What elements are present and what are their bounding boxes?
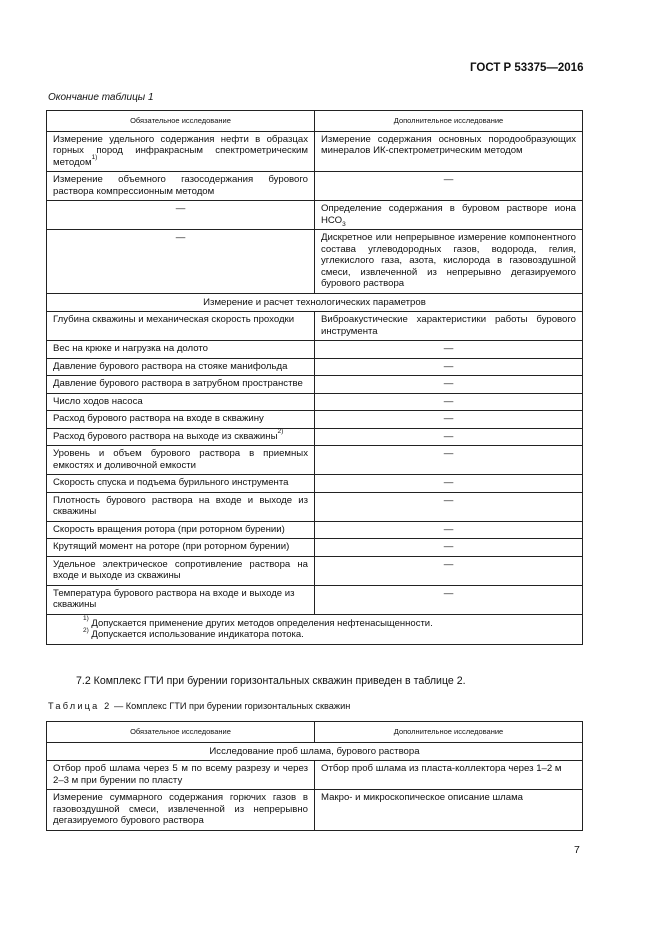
header-additional: Дополнительное исследование <box>315 111 583 132</box>
page-number: 7 <box>574 844 580 856</box>
table-cell: Измерение объемного газосодержания бурового раствора компрессионным методом <box>47 172 315 201</box>
table-row <box>47 376 583 394</box>
table-cell: — <box>315 556 583 585</box>
section-heading: Исследование проб шлама, бурового раствора <box>47 742 583 761</box>
table-cell: Уровень и объем бурового раствора в приемных емкостях и доливочной емкости <box>47 446 315 475</box>
table-row <box>47 556 583 585</box>
table-cell: Отбор проб шлама через 5 м по всему разрезу и через 2–3 м при бурении по пласту <box>47 761 315 790</box>
table-cell: Измерение суммарного содержания горючих газов в газовоздушной смеси, извлеченной из непрерывно дегазируемого бурового раствора <box>47 790 315 831</box>
footnotes <box>47 614 583 644</box>
section-row <box>47 293 583 312</box>
table-row <box>47 521 583 539</box>
table-row <box>47 341 583 359</box>
table2-caption <box>48 701 350 711</box>
body-paragraph: 7.2 Комплекс ГТИ при бурении горизонтальных скважин приведен в таблице 2. <box>76 675 466 687</box>
table-row <box>47 358 583 376</box>
table-cell: Температура бурового раствора на входе и выходе из скважины <box>47 585 315 614</box>
table-cell: Расход бурового раствора на входе в скважину <box>47 411 315 429</box>
table-row <box>47 539 583 557</box>
table-cell: Определение содержания в буровом растворе иона $НСО_3$ <box>315 201 583 230</box>
standard-number: ГОСТ Р 53375—2016 <box>470 62 584 74</box>
table-cell: — <box>315 539 583 557</box>
table-cell: — <box>315 475 583 493</box>
table-cell: — <box>315 492 583 521</box>
table-row <box>47 172 583 201</box>
table-cell: — <box>47 201 315 230</box>
table-cell: — <box>315 446 583 475</box>
table-cell: Давление бурового раствора в затрубном пространстве <box>47 376 315 394</box>
section-row <box>47 742 583 761</box>
table-cell: — <box>47 230 315 294</box>
table-cell: Вес на крюке и нагрузка на долото <box>47 341 315 359</box>
table-cell: — <box>315 428 583 446</box>
table-cell: Крутящий момент на роторе (при роторном бурении) <box>47 539 315 557</box>
table2-label: Таблица 2 <box>48 701 112 711</box>
table-cell: — <box>315 341 583 359</box>
table-cell: Глубина скважины и механическая скорость проходки <box>47 312 315 341</box>
table-cell: — <box>315 376 583 394</box>
table-row <box>47 761 583 790</box>
table-2 <box>46 721 583 831</box>
table-row <box>47 201 583 230</box>
table-cell: Давление бурового раствора на стояке манифольда <box>47 358 315 376</box>
table-row <box>47 585 583 614</box>
header-required: Обязательное исследование <box>47 111 315 132</box>
table-row <box>47 790 583 831</box>
header-additional: Дополнительное исследование <box>315 722 583 743</box>
table-row <box>47 492 583 521</box>
table-cell: Скорость спуска и подъема бурильного инструмента <box>47 475 315 493</box>
table-cell: — <box>315 393 583 411</box>
header-required: Обязательное исследование <box>47 722 315 743</box>
table-row <box>47 446 583 475</box>
table-row <box>47 131 583 172</box>
table-cell: Плотность бурового раствора на входе и выходе из скважины <box>47 492 315 521</box>
table-cell: Виброакустические характеристики работы бурового инструмента <box>315 312 583 341</box>
table-cell: Измерение содержания основных породообразующих минералов ИК-спектрометрическим методом <box>315 131 583 172</box>
footnote-1: $^{1)}$ Допускается применение других методов определения нефтенасыщенности. <box>83 615 433 629</box>
table-header-row <box>47 722 583 743</box>
table-cell: Отбор проб шлама из пласта-коллектора через 1–2 м <box>315 761 583 790</box>
table-cell: Макро- и микроскопическое описание шлама <box>315 790 583 831</box>
table-row <box>47 411 583 429</box>
table-cell: Число ходов насоса <box>47 393 315 411</box>
table1-caption: Окончание таблицы 1 <box>48 92 154 103</box>
table-row <box>47 230 583 294</box>
table-row <box>47 428 583 446</box>
table2-title: — Комплекс ГТИ при бурении горизонтальных скважин <box>111 701 351 711</box>
table-cell: Расход бурового раствора на выходе из скважины$^{2)}$ <box>47 428 315 446</box>
table-cell: — <box>315 358 583 376</box>
table-1 <box>46 110 583 645</box>
table-cell: — <box>315 585 583 614</box>
footnote-2: $^{2)}$ Допускается использование индикатора потока. <box>83 626 304 640</box>
table-header-row <box>47 111 583 132</box>
table-row <box>47 475 583 493</box>
table-cell: Удельное электрическое сопротивление раствора на входе и выходе из скважины <box>47 556 315 585</box>
table-cell: Скорость вращения ротора (при роторном бурении) <box>47 521 315 539</box>
table-cell: — <box>315 521 583 539</box>
table-cell: — <box>315 411 583 429</box>
footnotes-row <box>47 614 583 644</box>
table-cell: — <box>315 172 583 201</box>
table-cell: Измерение удельного содержания нефти в образцах горных пород инфракрасным спектрометрическим методом$^{1)}$ <box>47 131 315 172</box>
table-row <box>47 393 583 411</box>
table-row <box>47 312 583 341</box>
section-heading: Измерение и расчет технологических параметров <box>47 293 583 312</box>
table-cell: Дискретное или непрерывное измерение компонентного состава углеводородных газов, водорода, гелия, углекислого газа, азота, кислорода в газовоздушной смеси, извлеченной из непрерывно дегазируемого бурового раствора <box>315 230 583 294</box>
